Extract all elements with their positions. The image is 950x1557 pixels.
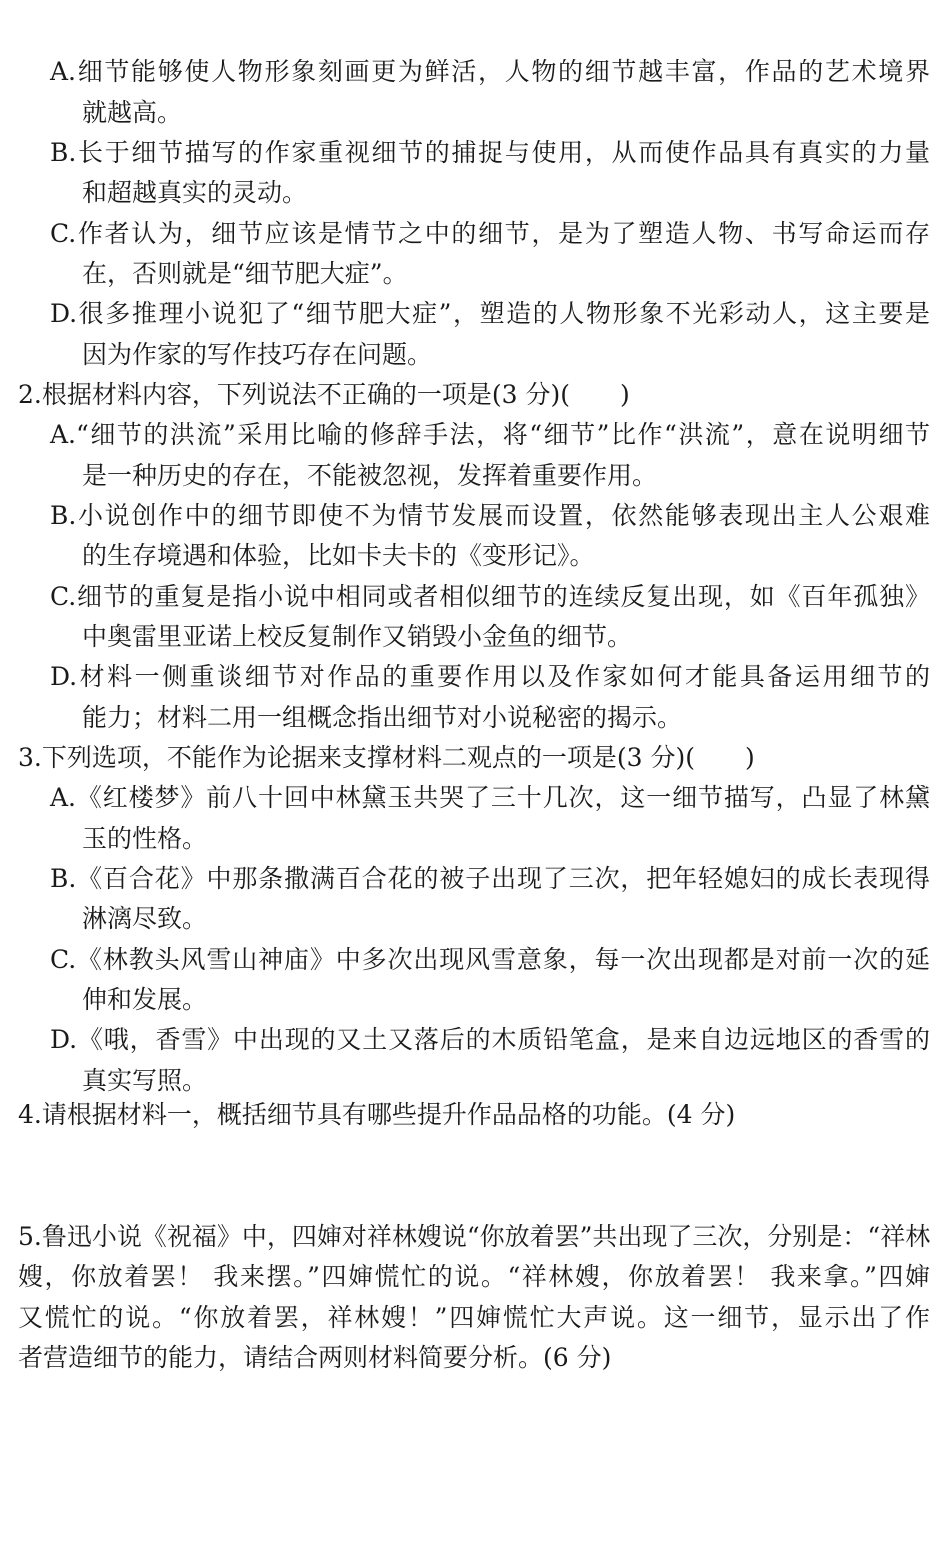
- q1-option-c-cont: 在，否则就是“细节肥大症”。: [82, 259, 408, 288]
- q3-option-b-cont: 淋漓尽致。: [82, 904, 208, 933]
- q1-option-a: A.细节能够使人物形象刻画更为鲜活，人物的细节越丰富，作品的艺术境界: [50, 57, 930, 86]
- q1-option-d: D.很多推理小说犯了“细节肥大症”，塑造的人物形象不光彩动人，这主要是: [50, 299, 930, 328]
- q3-option-d-cont: 真实写照。: [82, 1066, 208, 1095]
- q5-line-4: 者营造细节的能力，请结合两则材料简要分析。(6 分): [18, 1343, 612, 1372]
- q2-option-c: C.细节的重复是指小说中相同或者相似细节的连续反复出现，如《百年孤独》: [50, 582, 930, 611]
- q2-stem: 2.根据材料内容，下列说法不正确的一项是(3 分)( ): [18, 380, 630, 409]
- q3-option-a: A.《红楼梦》前八十回中林黛玉共哭了三十几次，这一细节描写，凸显了林黛: [50, 783, 930, 812]
- q3-option-c: C.《林教头风雪山神庙》中多次出现风雪意象，每一次出现都是对前一次的延: [50, 945, 930, 974]
- q2-option-a-cont: 是一种历史的存在，不能被忽视，发挥着重要作用。: [82, 461, 658, 490]
- q3-option-c-cont: 伸和发展。: [82, 985, 208, 1014]
- q2-option-a: A.“细节的洪流”采用比喻的修辞手法，将“细节”比作“洪流”，意在说明细节: [50, 420, 930, 449]
- q5-answer-space[interactable]: [18, 1385, 930, 1545]
- q4-stem: 4.请根据材料一，概括细节具有哪些提升作品品格的功能。(4 分): [18, 1100, 736, 1129]
- q2-option-d: D.材料一侧重谈细节对作品的重要作用以及作家如何才能具备运用细节的: [50, 662, 930, 691]
- q3-option-d: D.《哦，香雪》中出现的又土又落后的木质铅笔盒，是来自边远地区的香雪的: [50, 1025, 930, 1054]
- q2-option-b: B.小说创作中的细节即使不为情节发展而设置，依然能够表现出主人公艰难: [50, 501, 930, 530]
- q1-option-c: C.作者认为，细节应该是情节之中的细节，是为了塑造人物、书写命运而存: [50, 219, 930, 248]
- q1-option-b-cont: 和超越真实的灵动。: [82, 178, 308, 207]
- q1-option-a-cont: 就越高。: [82, 98, 183, 127]
- q3-option-b: B.《百合花》中那条撒满百合花的被子出现了三次，把年轻媳妇的成长表现得: [50, 864, 930, 893]
- q4-answer-space[interactable]: [18, 1140, 930, 1215]
- q3-option-a-cont: 玉的性格。: [82, 824, 208, 853]
- q3-stem: 3.下列选项，不能作为论据来支撑材料二观点的一项是(3 分)( ): [18, 743, 755, 772]
- q5-line-2: 嫂，你放着罢！ 我来摆。”四婶慌忙的说。“祥林嫂，你放着罢！ 我来拿。”四婶: [18, 1262, 930, 1291]
- q5-line-3: 又慌忙的说。“你放着罢，祥林嫂！”四婶慌忙大声说。这一细节，显示出了作: [18, 1303, 930, 1332]
- q2-option-b-cont: 的生存境遇和体验，比如卡夫卡的《变形记》。: [82, 541, 595, 570]
- q2-option-d-cont: 能力；材料二用一组概念指出细节对小说秘密的揭示。: [82, 703, 683, 732]
- q1-option-d-cont: 因为作家的写作技巧存在问题。: [82, 340, 433, 369]
- q5-line-1: 5.鲁迅小说《祝福》中，四婶对祥林嫂说“你放着罢”共出现了三次，分别是：“祥林: [18, 1222, 931, 1251]
- q2-option-c-cont: 中奥雷里亚诺上校反复制作又销毁小金鱼的细节。: [82, 622, 633, 651]
- q1-option-b: B.长于细节描写的作家重视细节的捕捉与使用，从而使作品具有真实的力量: [50, 138, 930, 167]
